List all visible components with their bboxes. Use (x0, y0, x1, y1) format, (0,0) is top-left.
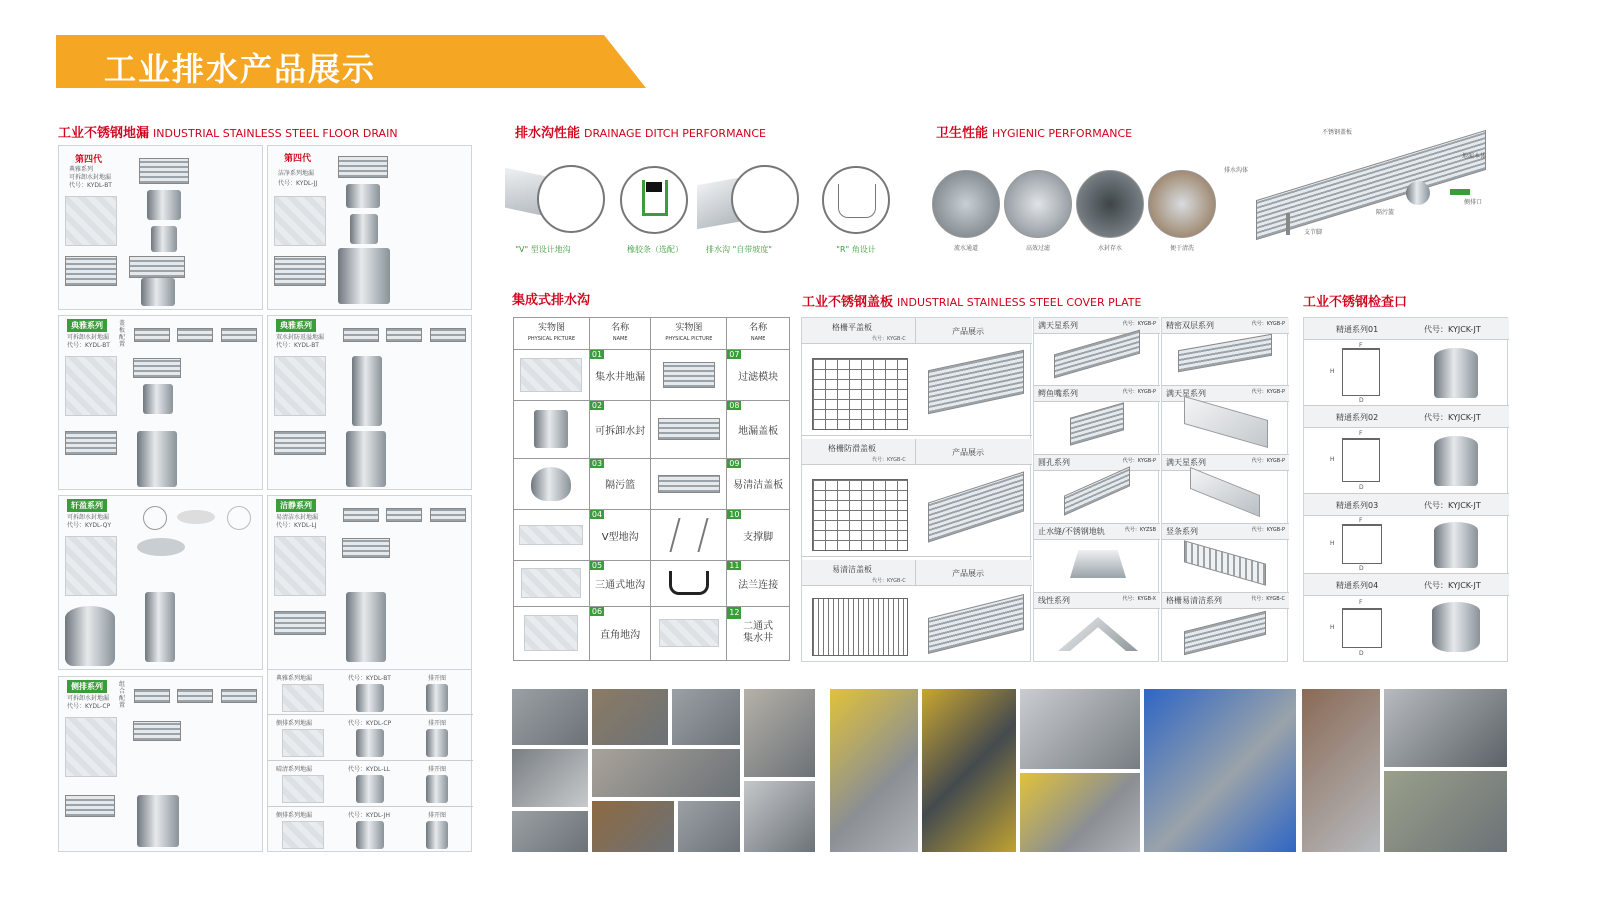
cover-image (1070, 402, 1124, 445)
cover-option (177, 689, 213, 703)
name-cell: 06 直角地沟 (589, 606, 651, 660)
inspection-code: 代号：KYJCK-JT (1424, 325, 1481, 334)
card-code: 代号：KYDL-JJ (278, 180, 318, 187)
product-image (274, 611, 326, 635)
ditch-feature-slope (697, 165, 802, 235)
image-cell (651, 561, 727, 606)
summary-code: 代号：KYDL-CP (348, 720, 392, 727)
product-image (129, 256, 185, 278)
site-photo (829, 688, 919, 853)
card-code: 代号：KYDL-CP (67, 703, 111, 710)
header-cell: 实物图 PHYSICAL PICTURE (651, 318, 727, 350)
cover-image (1184, 396, 1268, 448)
section-cover: 工业不锈钢盖板 INDUSTRIAL STAINLESS STEEL COVER PLATE (802, 295, 1142, 310)
cell-header: 满天星系列 代号：KYGB-P (1162, 386, 1289, 402)
detail-circle (537, 165, 605, 233)
inspection-name: 精通系列02 (1336, 413, 1379, 422)
site-photo (671, 688, 741, 746)
card-code: 代号：KYDL-QY (67, 522, 112, 529)
hygienic-label: 高效过滤 (1025, 245, 1050, 252)
name-cell: 05 三通式地沟 (589, 561, 651, 606)
page-title: 工业排水产品展示 (104, 50, 377, 88)
product-image (145, 592, 175, 662)
cover-image (1184, 540, 1266, 586)
site-photo (591, 688, 669, 746)
summary-note: 排开图 (428, 720, 447, 727)
callout-label: 不锈钢盖板 (1322, 129, 1353, 136)
cover-grid-col-2 (1161, 317, 1288, 662)
ditch-label: "V" 型设计地沟 (515, 245, 571, 254)
product-image (151, 226, 177, 252)
inspection-code: 代号：KYJCK-JT (1424, 413, 1481, 422)
product-image (133, 721, 181, 741)
cover-show: 产品展示 (952, 569, 984, 578)
product-image (65, 431, 117, 455)
cover-image (1184, 611, 1266, 655)
inspection-diagram (1342, 524, 1382, 564)
inspection-row (1304, 574, 1509, 663)
summary-name: 晴清系列地漏 (276, 766, 313, 773)
product-image (139, 158, 189, 184)
floor-drain-card (58, 145, 263, 310)
cover-image (1058, 617, 1138, 651)
product-image (137, 431, 177, 487)
cover-grid-cell (1162, 386, 1289, 455)
cover-grid-cell (1034, 318, 1160, 386)
card-series: 可拆卸水封地漏 (67, 334, 110, 341)
diagram-image (274, 536, 326, 596)
product-image (426, 729, 448, 757)
table-row (514, 561, 790, 606)
product-image (350, 214, 378, 244)
cover-code: 代号：KYGB-C (872, 578, 906, 584)
card-tag: 第四代 (284, 154, 312, 164)
ditch-label: "R" 角设计 (836, 245, 876, 254)
summary-note: 排开图 (428, 675, 447, 682)
card-code: 代号：KYDL-BT (276, 342, 319, 349)
dim-f: F (1359, 599, 1363, 606)
card-tag: 典雅系列 (67, 319, 107, 332)
summary-code: 代号：KYDL-JH (348, 812, 391, 819)
card-sub: 可拆卸水封地漏 (69, 174, 112, 181)
product-image (356, 821, 384, 849)
product-image (356, 775, 384, 803)
floor-drain-card (58, 676, 263, 852)
cover-code: 代号：KYGB-C (872, 336, 906, 342)
image-cell (514, 350, 590, 401)
site-photo (591, 800, 675, 853)
name-cell: 04 V型地沟 (589, 509, 651, 560)
section-floor-drain: 工业不锈钢地漏 INDUSTRIAL STAINLESS STEEL FLOOR DRAIN (58, 126, 398, 141)
header-cell: 名称 NAME (727, 318, 790, 350)
table-row (514, 401, 790, 458)
product-image (65, 795, 115, 817)
summary-row (268, 715, 473, 761)
diagram-image (274, 356, 326, 416)
cover-show: 产品展示 (952, 327, 984, 336)
image-cell (514, 606, 590, 660)
name-cell: 12 二通式 集水井 (727, 606, 790, 660)
hygienic-photo (1148, 170, 1216, 238)
product-image (137, 795, 179, 847)
cover-option (227, 506, 251, 530)
cover-row (802, 318, 1032, 436)
cover-diagram (812, 598, 908, 656)
site-photo (511, 688, 589, 746)
product-image (65, 256, 117, 286)
cover-image (928, 594, 1024, 654)
cover-name: 格栅防滑盖板 (828, 444, 876, 453)
summary-row (268, 761, 473, 807)
site-photo (677, 800, 741, 853)
callout-label: 地漏本体 (1462, 153, 1487, 160)
inspection-code: 代号：KYJCK-JT (1424, 501, 1481, 510)
cover-name: 格栅平盖板 (832, 323, 872, 332)
cell-header: 格栅易清洁系列 代号：KYGB-C (1162, 593, 1289, 609)
table-row (514, 350, 790, 401)
dim-h: H (1330, 540, 1335, 547)
cover-row (802, 560, 1032, 663)
inspection-name: 精通系列01 (1336, 325, 1379, 334)
product-image (282, 684, 324, 712)
product-image (147, 190, 181, 220)
ditch-feature-v (505, 165, 605, 235)
table-row (514, 509, 790, 560)
summary-code: 代号：KYDL-BT (348, 675, 391, 682)
cover-image (1064, 466, 1130, 515)
diagram-image (65, 196, 117, 246)
name-cell: 02 可拆卸水封 (589, 401, 651, 458)
cover-grid-cell (1162, 593, 1289, 663)
cover-show: 产品展示 (952, 448, 984, 457)
inspection-table (1303, 317, 1508, 662)
hygienic-label: 流水通道 (953, 245, 978, 252)
dim-f: F (1359, 517, 1363, 524)
trap-image (1406, 181, 1430, 205)
floor-drain-card (267, 495, 472, 670)
section-ditch: 排水沟性能 DRAINAGE DITCH PERFORMANCE (515, 126, 766, 141)
cell-header: 止水缝/不锈钢地轨 代号：KYZSB (1034, 524, 1160, 540)
cover-diagram (812, 479, 908, 551)
product-image (426, 821, 448, 849)
image-cell (651, 350, 727, 401)
cover-grid-cell (1034, 455, 1160, 524)
summary-note: 排开图 (428, 766, 447, 773)
product-image (426, 684, 448, 712)
section-inspection: 工业不锈钢检查口 (1303, 295, 1408, 310)
name-cell: 11 法兰连接 (727, 561, 790, 606)
card-series: 可拆卸水封地漏 (67, 514, 110, 521)
summary-name: 侧排系列地漏 (276, 812, 313, 819)
inspection-name: 精通系列03 (1336, 501, 1379, 510)
installation-photos-3 (1301, 688, 1508, 853)
cover-option (143, 506, 167, 530)
cover-option (386, 508, 422, 522)
image-cell (514, 458, 590, 509)
product-image (65, 606, 115, 666)
site-photo (511, 748, 589, 808)
name-cell: 03 隔污篮 (589, 458, 651, 509)
diagram-image (274, 196, 326, 246)
product-image (274, 431, 326, 455)
ditch-feature-rubber (620, 166, 688, 234)
cell-header: 满天星系列 代号：KYGB-P (1034, 318, 1160, 334)
cover-option (221, 689, 257, 703)
cell-header: 精密双层系列 代号：KYGB-P (1162, 318, 1289, 334)
summary-name: 侧排系列地漏 (276, 720, 313, 727)
dim-f: F (1359, 342, 1363, 349)
cover-image (928, 350, 1024, 414)
site-photo (1019, 688, 1141, 770)
site-photo (1019, 772, 1141, 853)
cover-grid-cell (1162, 318, 1289, 386)
integrated-table (513, 317, 790, 661)
cell-header: 鳄鱼嘴系列 代号：KYGB-P (1034, 386, 1160, 402)
callout-label: 侧排口 (1464, 199, 1483, 206)
image-cell (514, 561, 590, 606)
product-image (338, 156, 388, 178)
image-cell (651, 509, 727, 560)
product-image (274, 256, 326, 286)
callout-label: 隔污篮 (1376, 209, 1395, 216)
section-integrated: 集成式排水沟 (512, 293, 591, 308)
dim-d: D (1359, 484, 1364, 491)
installation-photos-2 (829, 688, 1297, 853)
card-series: 典雅系列 (69, 166, 94, 173)
table-row (514, 606, 790, 660)
card-tag: 轩盈系列 (67, 499, 107, 512)
card-code: 代号：KYDL-BT (67, 342, 110, 349)
side-outlet (1450, 189, 1470, 195)
inspection-image (1434, 522, 1478, 568)
cover-image (1178, 334, 1272, 373)
product-image (346, 184, 380, 208)
product-image (346, 592, 386, 662)
header-cell: 实物图 PHYSICAL PICTURE (514, 318, 590, 350)
cover-image (1190, 467, 1260, 517)
floor-drain-card (267, 145, 472, 310)
cover-option (343, 508, 379, 522)
site-photo (921, 688, 1017, 853)
card-tag: 第四代 (75, 155, 103, 165)
summary-row (268, 670, 473, 715)
cover-image (1054, 330, 1140, 379)
cover-grid-cell (1034, 524, 1160, 593)
cell-header: 线性系列 代号：KYGB-X (1034, 593, 1160, 609)
image-cell (514, 509, 590, 560)
name-cell: 10 支撑脚 (727, 509, 790, 560)
product-image (356, 684, 384, 712)
section-hygienic: 卫生性能 HYGIENIC PERFORMANCE (936, 126, 1133, 141)
inspection-row (1304, 318, 1509, 406)
cover-grid-cell (1162, 455, 1289, 524)
hygienic-photo (1004, 170, 1072, 238)
callout-label: 支节脚 (1304, 229, 1323, 236)
cover-grid-cell (1162, 524, 1289, 593)
cover-row (802, 439, 1032, 557)
diagram-image (65, 536, 117, 596)
site-photo (591, 748, 741, 798)
cell-header: 满天星系列 代号：KYGB-P (1162, 455, 1289, 471)
product-image (282, 775, 324, 803)
cover-image (928, 471, 1024, 542)
ditch-label: 排水沟 "自带坡度" (706, 245, 772, 254)
image-cell (651, 401, 727, 458)
name-cell: 08 地漏盖板 (727, 401, 790, 458)
ditch-label: 橡胶条（选配） (627, 245, 683, 254)
card-code: 代号：KYDL-BT (69, 182, 112, 189)
summary-code: 代号：KYDL-LL (348, 766, 391, 773)
card-tag: 洁静系列 (276, 499, 316, 512)
cover-option (386, 328, 422, 342)
name-cell: 07 过滤模块 (727, 350, 790, 401)
product-image (143, 384, 173, 414)
hygienic-photo (932, 170, 1000, 238)
site-photo (1301, 688, 1381, 853)
site-photo (743, 780, 816, 853)
product-image (426, 775, 448, 803)
floor-drain-summary (267, 669, 472, 852)
grate-image (1256, 130, 1486, 240)
site-photo (1143, 688, 1297, 853)
inspection-diagram (1342, 348, 1380, 396)
card-series: 易清洁水封地漏 (276, 514, 319, 521)
cover-diagram (812, 358, 908, 430)
image-cell (651, 458, 727, 509)
cell-header: 竖条系列 代号：KYGB-P (1162, 524, 1289, 540)
inspection-row (1304, 406, 1509, 494)
support-leg (1286, 213, 1290, 235)
product-image (282, 821, 324, 849)
card-series: 双水封防返溢地漏 (276, 334, 325, 341)
table-row (514, 458, 790, 509)
card-tag: 侧排系列 (67, 680, 107, 693)
cover-option (134, 689, 170, 703)
cover-name: 易清洁盖板 (832, 565, 872, 574)
detail-circle (731, 165, 799, 233)
cover-option (177, 328, 213, 342)
cover-grid-cell (1034, 386, 1160, 455)
site-photo (743, 688, 816, 778)
cover-option (221, 328, 257, 342)
diagram-image (65, 356, 117, 416)
dim-d: D (1359, 650, 1364, 657)
header-cell: 名称 NAME (589, 318, 651, 350)
inspection-diagram (1342, 438, 1380, 482)
product-image (137, 538, 185, 556)
card-series: 可拆卸水封地漏 (67, 695, 110, 702)
card-tag: 典雅系列 (276, 319, 316, 332)
dim-h: H (1330, 368, 1335, 375)
floor-drain-card (58, 315, 263, 490)
product-image (133, 358, 181, 378)
product-image (356, 729, 384, 757)
dim-h: H (1330, 624, 1335, 631)
inspection-name: 精通系列04 (1336, 581, 1379, 590)
inspection-image (1434, 348, 1478, 398)
image-cell (514, 401, 590, 458)
cover-code: 代号：KYGB-C (872, 457, 906, 463)
inspection-row (1304, 494, 1509, 574)
name-cell: 01 集水井地漏 (589, 350, 651, 401)
name-cell: 09 易清洁盖板 (727, 458, 790, 509)
card-series: 洁净系列地漏 (278, 170, 315, 177)
cover-grid-cell (1034, 593, 1160, 663)
summary-name: 典雅系列地漏 (276, 675, 313, 682)
dim-f: F (1359, 430, 1363, 437)
dim-d: D (1359, 397, 1364, 404)
summary-note: 排开图 (428, 812, 447, 819)
site-photo (1383, 770, 1508, 853)
inspection-diagram (1342, 608, 1382, 648)
channel-drain-illustration (1224, 125, 1506, 250)
hygienic-label: 水封存水 (1097, 245, 1122, 252)
product-image (338, 248, 390, 304)
inspection-code: 代号：KYJCK-JT (1424, 581, 1481, 590)
ditch-feature-r-corner (822, 166, 890, 234)
dim-d: D (1359, 565, 1364, 572)
floor-drain-card (267, 315, 472, 490)
site-photo (1383, 688, 1508, 768)
product-image (352, 356, 382, 426)
inspection-image (1434, 436, 1478, 486)
config-label: 盖板配置 (119, 320, 126, 348)
table-header-row (514, 318, 790, 350)
product-image (342, 538, 390, 558)
diagram-image (65, 717, 117, 777)
hygienic-photo (1076, 170, 1144, 238)
card-code: 代号：KYDL-LJ (276, 522, 317, 529)
cover-option (177, 510, 215, 524)
cover-option (430, 328, 466, 342)
cell-header: 圆孔系列 代号：KYGB-P (1034, 455, 1160, 471)
callout-label: 排水沟体 (1224, 167, 1249, 174)
cover-plate-main (801, 317, 1031, 662)
cover-image (1070, 550, 1126, 578)
summary-row (268, 807, 473, 853)
cover-option (134, 328, 170, 342)
cover-grid-col-1 (1033, 317, 1159, 662)
installation-photos-1 (511, 688, 816, 853)
inspection-image (1432, 602, 1480, 652)
image-cell (651, 606, 727, 660)
product-image (141, 278, 175, 306)
product-image (346, 431, 386, 487)
dim-h: H (1330, 456, 1335, 463)
hygienic-label: 便于清洗 (1169, 245, 1194, 252)
site-photo (511, 810, 589, 853)
floor-drain-card (58, 495, 263, 670)
cover-option (430, 508, 466, 522)
combo-label: 组合配置 (119, 681, 126, 709)
product-image (282, 729, 324, 757)
cover-option (343, 328, 379, 342)
